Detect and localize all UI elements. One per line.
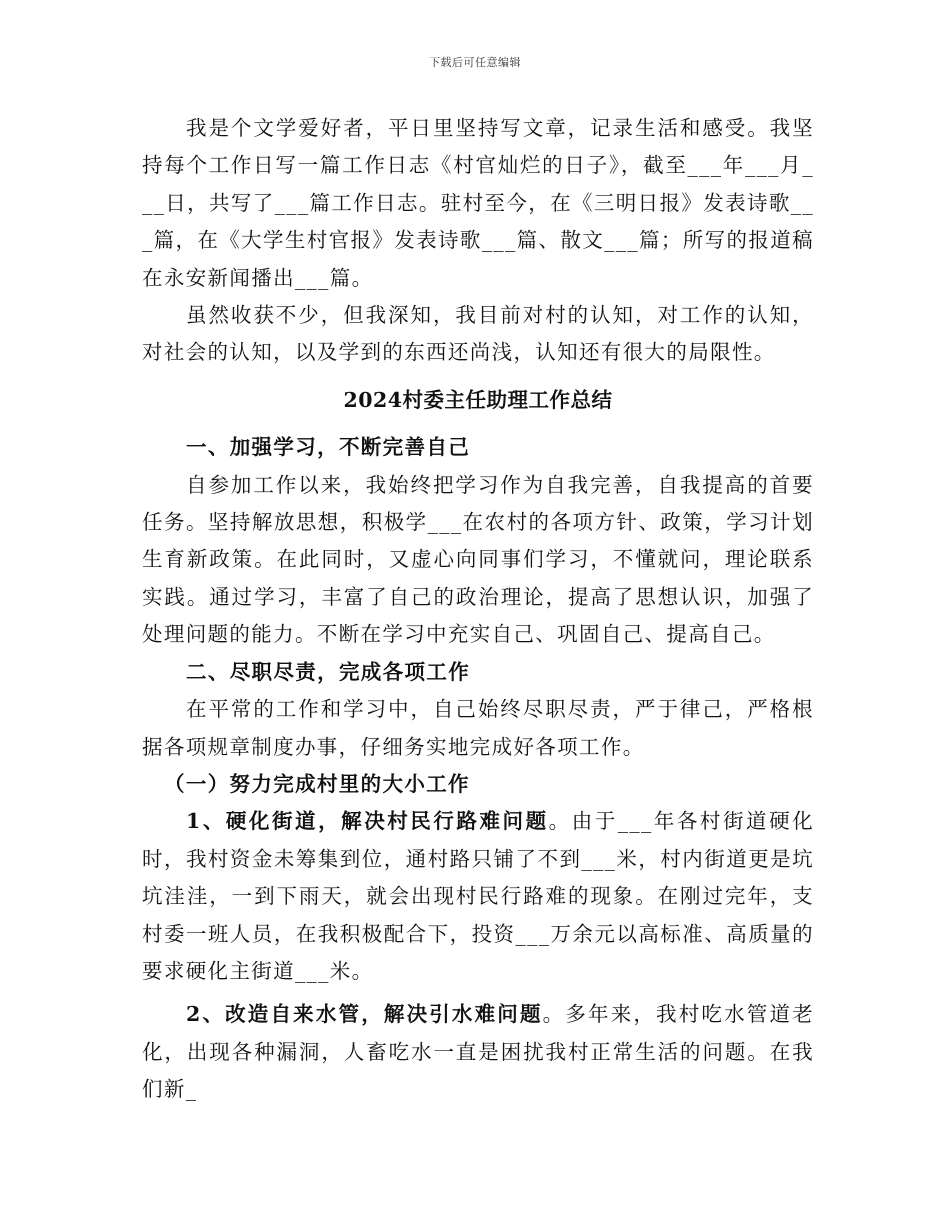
- item-1-paragraph: [142, 803, 814, 990]
- intro-paragraph-2: 虽然收获不少，但我深知，我目前对村的认知，对工作的认知，对社会的认知，以及学到的东西还尚浅，认知还有很大的局限性。: [142, 303, 814, 365]
- section-1-heading: 一、加强学习，不断完善自己: [186, 435, 471, 460]
- document-body: [142, 110, 814, 1109]
- page-header: 下载后可任意编辑: [429, 56, 521, 69]
- section-2-heading: 二、尽职尽责，完成各项工作: [186, 659, 471, 684]
- section-1-body: 自参加工作以来，我始终把学习作为自我完善，自我提高的首要任务。坚持解放思想，积极学___在农村的各项方针、政策，学习计划生育新政策。在此同时，又虚心向同事们学习，不懂就问，理论联系实践。通过学习，丰富了自己的政治理论，提高了思想认识，加强了处理问题的能力。不断在学习中充实自己、巩固自己、提高自己。: [142, 472, 814, 647]
- item-2-body: 。多年来，我村吃水管道老化，出现各种漏洞，人畜吃水一直是困扰我村正常生活的问题。在我们新_: [142, 1002, 814, 1102]
- item-1-body: 。由于___年各村街道硬化时，我村资金未筹集到位，通村路只铺了不到___米，村内街道更是坑坑洼洼，一到下雨天，就会出现村民行路难的现象。在刚过完年，支村委一班人员，在我积极配合下，投资___万余元以高标准、高质量的要求硬化主街道___米。: [142, 809, 814, 983]
- item-2-lead: 2、改造自来水管，解决引水难问题: [186, 1002, 543, 1027]
- intro-paragraph-1: 我是个文学爱好者，平日里坚持写文章，记录生活和感受。我坚持每个工作日写一篇工作日志《村官灿烂的日子》，截至___年___月___日，共写了___篇工作日志。驻村至今，在《三明日报》发表诗歌___篇，在《大学生村官报》发表诗歌___篇、散文___篇；所写的报道稿在永安新闻播出___篇。: [142, 116, 814, 290]
- item-2-paragraph: [142, 996, 814, 1108]
- section-2-body: 在平常的工作和学习中，自己始终尽职尽责，严于律己，严格根据各项规章制度办事，仔细务实地完成好各项工作。: [142, 697, 814, 759]
- subsection-heading: （一）努力完成村里的大小工作: [164, 771, 470, 796]
- document-title: 2024村委主任助理工作总结: [343, 387, 613, 412]
- item-1-lead: 1、硬化街道，解决村民行路难问题: [186, 809, 549, 834]
